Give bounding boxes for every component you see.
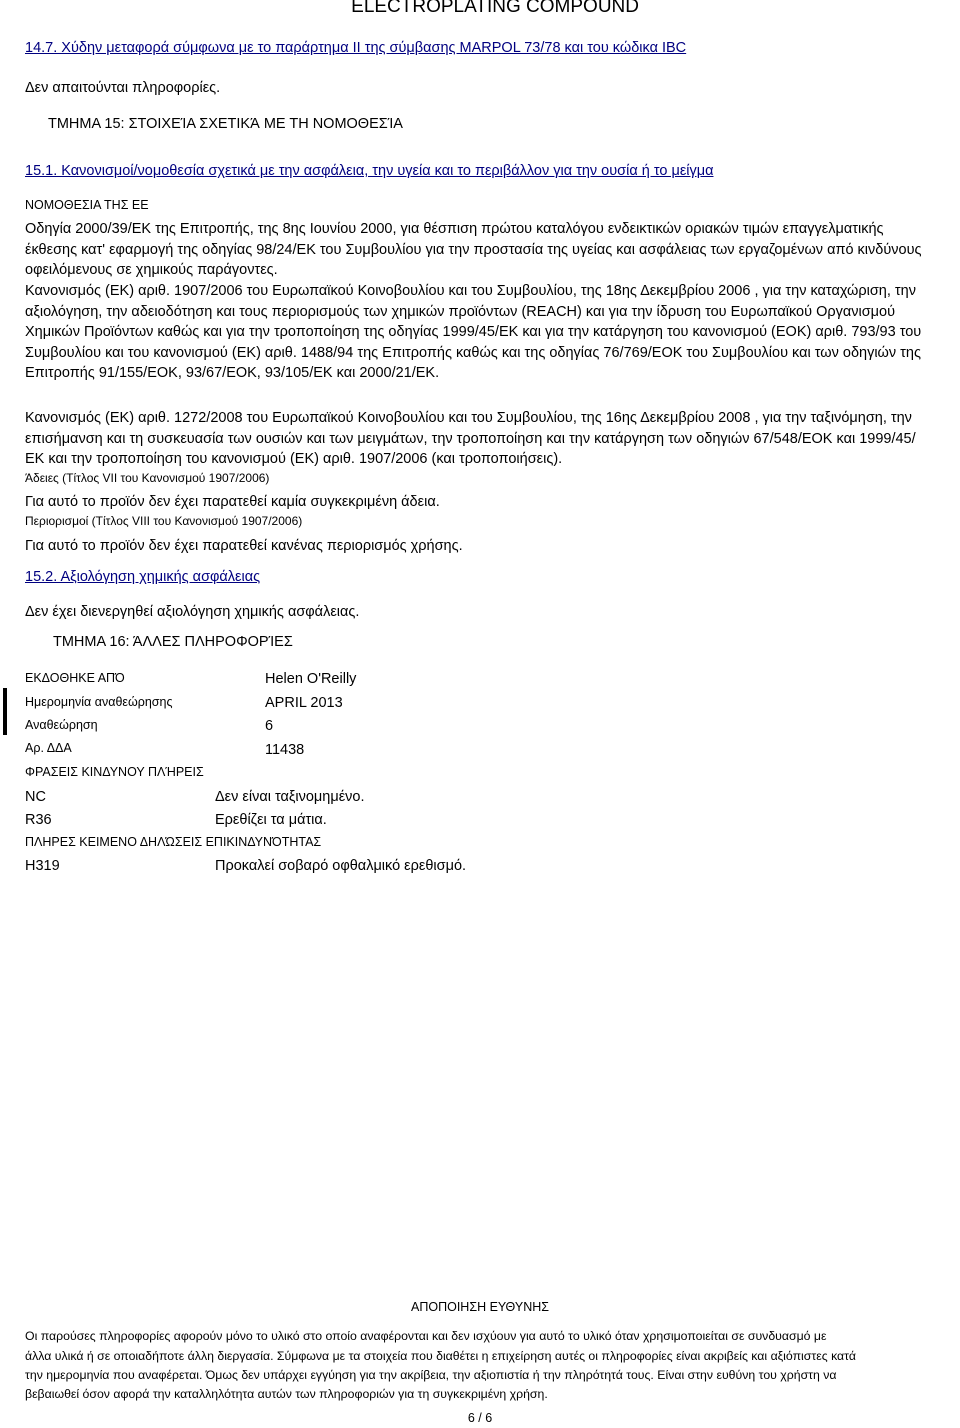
risk-phrases-label: ΦΡΑΣΕΙΣ ΚΙΝΔΥΝΟΥ ΠΛΉΡΕΙΣ: [25, 765, 204, 779]
revision-date-label: Ημερομηνία αναθεώρησης: [25, 695, 173, 709]
disclaimer-line: βεβαιωθεί όσον αφορά την καταλληλότητα αυτών των πληροφοριών για τη συγκεκριμένη χρήση.: [25, 1387, 548, 1401]
issued-by-value: Helen O'Reilly: [265, 671, 357, 687]
risk-phrase-text: Ερεθίζει τα μάτια.: [215, 812, 327, 828]
section-14-7-text: Δεν απαιτούνται πληροφορίες.: [25, 80, 221, 96]
legislation-paragraph-1: Οδηγία 2000/39/ΕΚ της Επιτροπής, της 8ης Ιουνίου 2000, για θέσπιση πρώτου καταλόγου ενδεικτικών οριακών τιμών επαγγελματικής έκθεσης κατ' εφαρμογή της οδηγίας 98/24/ΕΚ του Συμβουλίου για την προστασία της υγείας και ασφάλειας των εργαζομένων από κινδύνους οφειλόμενους σε χημικούς παράγοντες.: [25, 221, 922, 279]
hazard-statement-text: Προκαλεί σοβαρό οφθαλμικό ερεθισμό.: [215, 858, 467, 874]
section-15-title: ΤΜΗΜΑ 15: ΣΤΟΙΧΕΊΑ ΣΧΕΤΙΚΆ ΜΕ ΤΗ ΝΟΜΟΘΕΣΊΑ: [48, 116, 403, 132]
disclaimer-line: Οι παρούσες πληροφορίες αφορούν μόνο το υλικό στο οποίο αναφέρονται και δεν ισχύουν για αυτό το υλικό όταν χρησιμοποιείται σε συνδυασμό με: [25, 1329, 827, 1343]
disclaimer-line: την ημερομηνία που αναφέρεται. Όμως δεν υπάρχει εγγύηση για την ακρίβεια, την αξιοπιστία ή την πληρότητά τους. Είναι στην ευθύνη του χρήστη να: [25, 1368, 837, 1382]
section-15-2-text: Δεν έχει διενεργηθεί αξιολόγηση χημικής ασφάλειας.: [25, 604, 360, 620]
restrictions-heading: Περιορισμοί (Τίτλος VIII του Κανονισμού 1907/2006): [25, 514, 303, 528]
issued-by-label: ΕΚΔΟΘΗΚΕ ΑΠΌ: [25, 671, 125, 685]
section-15-1-heading: 15.1. Κανονισμοί/νομοθεσία σχετικά με την ασφάλεια, την υγεία και το περιβάλλον για την ουσία ή το μείγμα: [25, 163, 714, 179]
eu-legislation-label: ΝΟΜΟΘΕΣΙΑ ΤΗΣ ΕΕ: [25, 198, 149, 212]
hazard-statements-label: ΠΛΗΡΕΣ ΚΕΙΜΕΝΟ ΔΗΛΏΣΕΙΣ ΕΠΙΚΙΝΔΥΝΌΤΗΤΑΣ: [25, 835, 322, 849]
legislation-paragraph-3: Κανονισμός (ΕΚ) αριθ. 1272/2008 του Ευρωπαϊκού Κοινοβουλίου και του Συμβουλίου, της 16ης Δεκεμβρίου 2008 , για την ταξινόμηση, την επισήμανση και τη συσκευασία των ουσιών και των μειγμάτων, την τροποποίηση και την κατάργηση των οδηγιών 67/548/ΕΟΚ και 1999/45/ΕΚ και την τροποποίηση του κανονισμού (ΕΚ) αριθ. 1907/2006 (και τροποποιήσεις).: [25, 410, 916, 468]
restrictions-text: Για αυτό το προϊόν δεν έχει παρατεθεί κανένας περιορισμός χρήσης.: [25, 538, 463, 554]
section-14-7-heading: 14.7. Χύδην μεταφορά σύμφωνα με το παράρτημα II της σύμβασης MARPOL 73/78 και του κώδικα IBC: [25, 40, 687, 56]
disclaimer-line: άλλα υλικά ή σε οποιαδήποτε άλλη διεργασία. Σύμφωνα με τα στοιχεία που διαθέτει η επιχείρηση αυτές οι πληροφορίες είναι ακριβείς και αξιόπιστες κατά: [25, 1349, 856, 1363]
revision-value: 6: [265, 718, 274, 734]
legislation-paragraph-2: Κανονισμός (ΕΚ) αριθ. 1907/2006 του Ευρωπαϊκού Κοινοβουλίου και του Συμβουλίου, της 18ης Δεκεμβρίου 2006 , για την καταχώριση, την αξιολόγηση, την αδειοδότηση και τους περιορισμούς των χημικών προϊόντων (REACH) και για την ίδρυση του Ευρωπαϊκού Οργανισμού Χημικών Προϊόντων καθώς και για την τροποποίηση της οδηγίας 1999/45/ΕΚ και για την κατάργηση του κανονισμού (ΕΟΚ) αριθ. 793/93 του Συμβουλίου και του κανονισμού (ΕΚ) αριθ. 1488/94 της Επιτροπής καθώς και της οδηγίας 76/769/ΕΟΚ του Συμβουλίου και των οδηγιών της Επιτροπής 91/155/ΕΟΚ, 93/67/ΕΟΚ, 93/105/ΕΚ και 2000/21/ΕΚ.: [25, 283, 922, 382]
revision-label: Αναθεώρηση: [25, 718, 98, 732]
risk-phrase-code: NC: [25, 789, 46, 805]
revision-marker-bar: [3, 688, 7, 735]
risk-phrase-code: R36: [25, 812, 52, 828]
page-number: 6 / 6: [467, 1411, 493, 1425]
document-title: ELECTROPLATING COMPOUND: [351, 0, 639, 17]
disclaimer-title: ΑΠΟΠΟΙΗΣΗ ΕΥΘΥΝΗΣ: [411, 1300, 549, 1314]
section-15-2-heading: 15.2. Αξιολόγηση χημικής ασφάλειας: [25, 569, 261, 585]
revision-date-value: APRIL 2013: [265, 695, 343, 711]
authorisations-heading: Άδειες (Τίτλος VII του Κανονισμού 1907/2006): [25, 471, 270, 485]
sds-number-value: 11438: [265, 742, 305, 758]
sds-number-label: Αρ. ΔΔΑ: [25, 741, 72, 755]
authorisations-text: Για αυτό το προϊόν δεν έχει παρατεθεί καμία συγκεκριμένη άδεια.: [25, 494, 440, 510]
section-16-title: ΤΜΗΜΑ 16: ΆΛΛΕΣ ΠΛΗΡΟΦΟΡΊΕΣ: [53, 634, 293, 650]
hazard-statement-code: H319: [25, 858, 60, 874]
risk-phrase-text: Δεν είναι ταξινομημένο.: [215, 789, 365, 805]
